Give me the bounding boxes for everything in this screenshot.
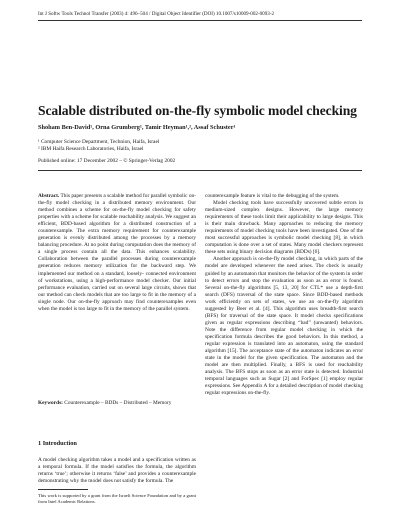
footnote: This work is supported by a grant from the Israeli Science Foundation and by a grant from Intel Academic Relations. xyxy=(38,493,196,504)
right-paragraph: counterexample feature is vital to the debugging of the system. xyxy=(205,193,340,199)
paper-title: Scalable distributed on-the-fly symbolic model checking xyxy=(38,103,357,118)
affiliation-2: ² IBM Haifa Research Laboratories, Haifa, Israel xyxy=(38,146,144,152)
keywords xyxy=(38,400,196,407)
right-paragraph: Model checking tools have successfully uncovered subtle errors in medium-sized complex designs. However, the large memory requirements of these tools limit their applicability to large designs. This is their main drawback. Many approaches to reducing the memory requirements of model checking tools have been investigated. One of the most successful approaches is symbolic model checking [8], in which computation is done over a set of states. Many model checkers represent these sets using binary decision diagrams (BDDs) [6]. xyxy=(205,200,363,256)
right-paragraph: Another approach is on-the-fly model checking, in which parts of the model are developed whenever the need arises. The check is usually guided by an automaton that monitors the behavior of the system in order to detect errors and stop the evaluation as soon as an error is found. Several on-the-fly algorithms [5, 13, 20] for CTL* use a depth-first search (DFS) traversal of the state space. Since BDD-based methods work efficiently on sets of states, we use an on-the-fly algorithm suggested by Beer et al. [4]. This algorithm uses breadth-first search (BFS) for traversal of the state space. It model checks specifications given as regular expressions describing “bad” (unwanted) behaviors. Note the difference from regular model checking in which the specification formula describes the good behaviors. In this method, a regular expression is translated into an automaton, using the standard algorithm [15]. The acceptance state of the automaton indicates an error state in the model for the given specification. The automaton and the model are then multiplied. Finally, a BFS is used for reachability analysis. The BFS stops as soon as an error state is detected. Industrial temporal languages such as Sugar [2] and ForSpec [1] employ regular expressions. See Appendix A for a detailed description of model checking regular expressions on-the-fly. xyxy=(205,256,363,397)
header-divider xyxy=(38,20,362,21)
running-head: Int J Softw Tools Technol Transfer (2003) 4: 496–504 / Digital Object Identifier (DOI) 10.1007/s10009-002-0093-2 xyxy=(38,11,275,17)
keywords-label: Keywords: xyxy=(38,400,63,406)
section-heading-introduction: 1 Introduction xyxy=(38,440,77,447)
introduction-text xyxy=(38,457,196,485)
keywords-text: Counterexample – BDDs – Distributed – Memory xyxy=(64,400,172,406)
affiliation-1: ¹ Computer Science Department, Technion, Haifa, Israel xyxy=(38,139,160,145)
abstract-text: This paper presents a scalable method for parallel symbolic on-the-fly model checking in a distributed memory environment. Our method combines a scheme for on-the-fly model checking for safety properties with a scheme for scalable reachability analysis. We suggest an efficient, BDD-based algorithm for a distributed construction of a counterexample. The extra memory requirement for counterexample generation is evenly distributed among the processes by a memory balancing procedure. At no point during computation does the memory of a single process contain all the data. This enhances scalability. Collaboration between the parallel processes during counterexample generation reduces memory utilization for the backward step. We implemented our method on a standard, loosely- connected environment of workstations, using a high-performance model checker. Our initial performance evaluation, carried out on several large circuits, shows that our method can check models that are too large to fit in the memory of a single node. Our on-the-fly approach may find counterexamples even when the model is too large to fit in the memory of the parallel system. xyxy=(38,193,196,312)
abstract xyxy=(38,193,196,313)
title-divider xyxy=(38,170,362,171)
footnote-divider xyxy=(38,489,88,490)
publication-info: Published online: 17 December 2002 – © Springer-Verlag 2002 xyxy=(38,158,176,164)
abstract-label: Abstract. xyxy=(38,193,60,199)
right-column xyxy=(205,193,363,397)
intro-paragraph: A model checking algorithm takes a model and a specification written as a temporal formula. If the model satisfies the formula, the algorithm returns ‘true’; otherwise it returns ‘false’ and provides a counterexample demonstrating why the model does not satisfy the formula. The xyxy=(38,457,196,485)
author-list: Shoham Ben-David¹, Orna Grumberg¹, Tamir Heyman¹,², Assaf Schuster¹ xyxy=(38,124,236,131)
